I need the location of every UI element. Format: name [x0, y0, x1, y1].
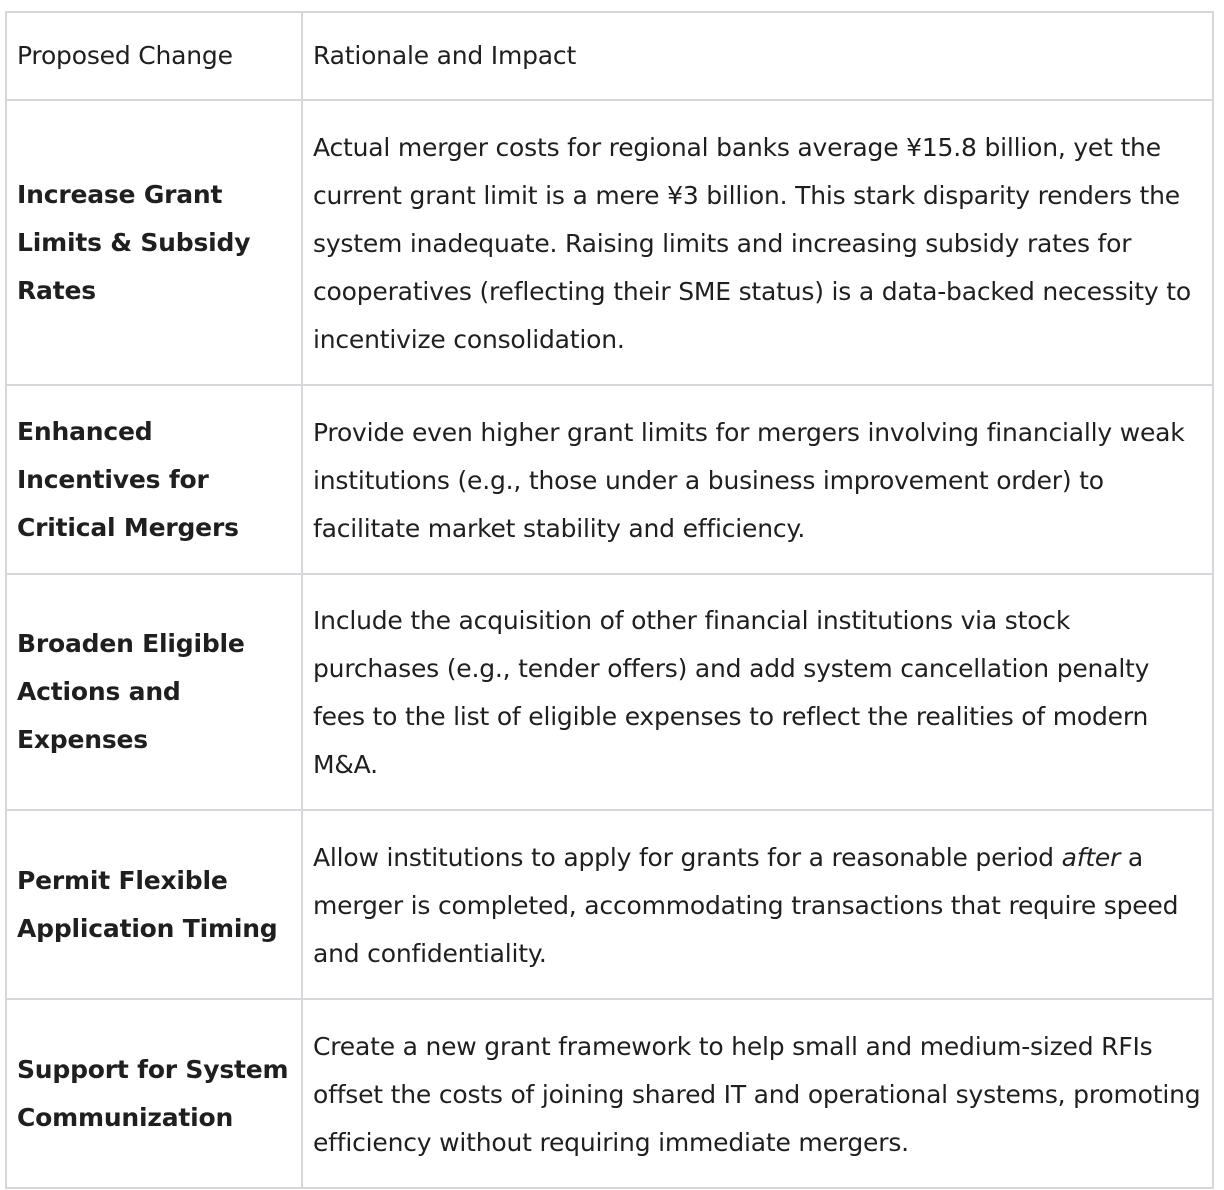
change-cell: Broaden Eligible Actions and Expenses: [6, 574, 302, 810]
rationale-cell: Create a new grant framework to help small and medium-sized RFIs offset the costs of joining shared IT and operational systems, promoting efficiency without requiring immediate mergers.: [302, 999, 1213, 1188]
table-row: [6, 810, 1213, 999]
header-proposed-change: Proposed Change: [6, 12, 302, 100]
table-row: [6, 574, 1213, 810]
table-header-row: [6, 12, 1213, 100]
change-cell: Permit Flexible Application Timing: [6, 810, 302, 999]
rationale-cell: Include the acquisition of other financial institutions via stock purchases (e.g., tender offers) and add system cancellation penalty fees to the list of eligible expenses to reflect the realities of modern M&A.: [302, 574, 1213, 810]
rationale-cell: Actual merger costs for regional banks average ¥15.8 billion, yet the current grant limit is a mere ¥3 billion. This stark disparity renders the system inadequate. Raising limits and increasing subsidy rates for cooperatives (reflecting their SME status) is a data-backed necessity to incentivize consolidation.: [302, 100, 1213, 385]
table-row: [6, 999, 1213, 1188]
proposals-table: [5, 11, 1214, 1189]
rationale-emphasis: after: [1061, 842, 1121, 872]
change-cell: Enhanced Incentives for Critical Mergers: [6, 385, 302, 574]
header-rationale-impact: Rationale and Impact: [302, 12, 1213, 100]
change-cell: Increase Grant Limits & Subsidy Rates: [6, 100, 302, 385]
rationale-text-before: Allow institutions to apply for grants for a reasonable period: [313, 842, 1062, 872]
table-row: [6, 385, 1213, 574]
rationale-cell: Provide even higher grant limits for mergers involving financially weak institutions (e.g., those under a business improvement order) to facilitate market stability and efficiency.: [302, 385, 1213, 574]
rationale-cell: [302, 810, 1213, 999]
rationale-text-after: a merger is completed, accommodating transactions that require speed and confidentiality.: [313, 842, 1179, 968]
table-row: [6, 100, 1213, 385]
change-cell: Support for System Communization: [6, 999, 302, 1188]
